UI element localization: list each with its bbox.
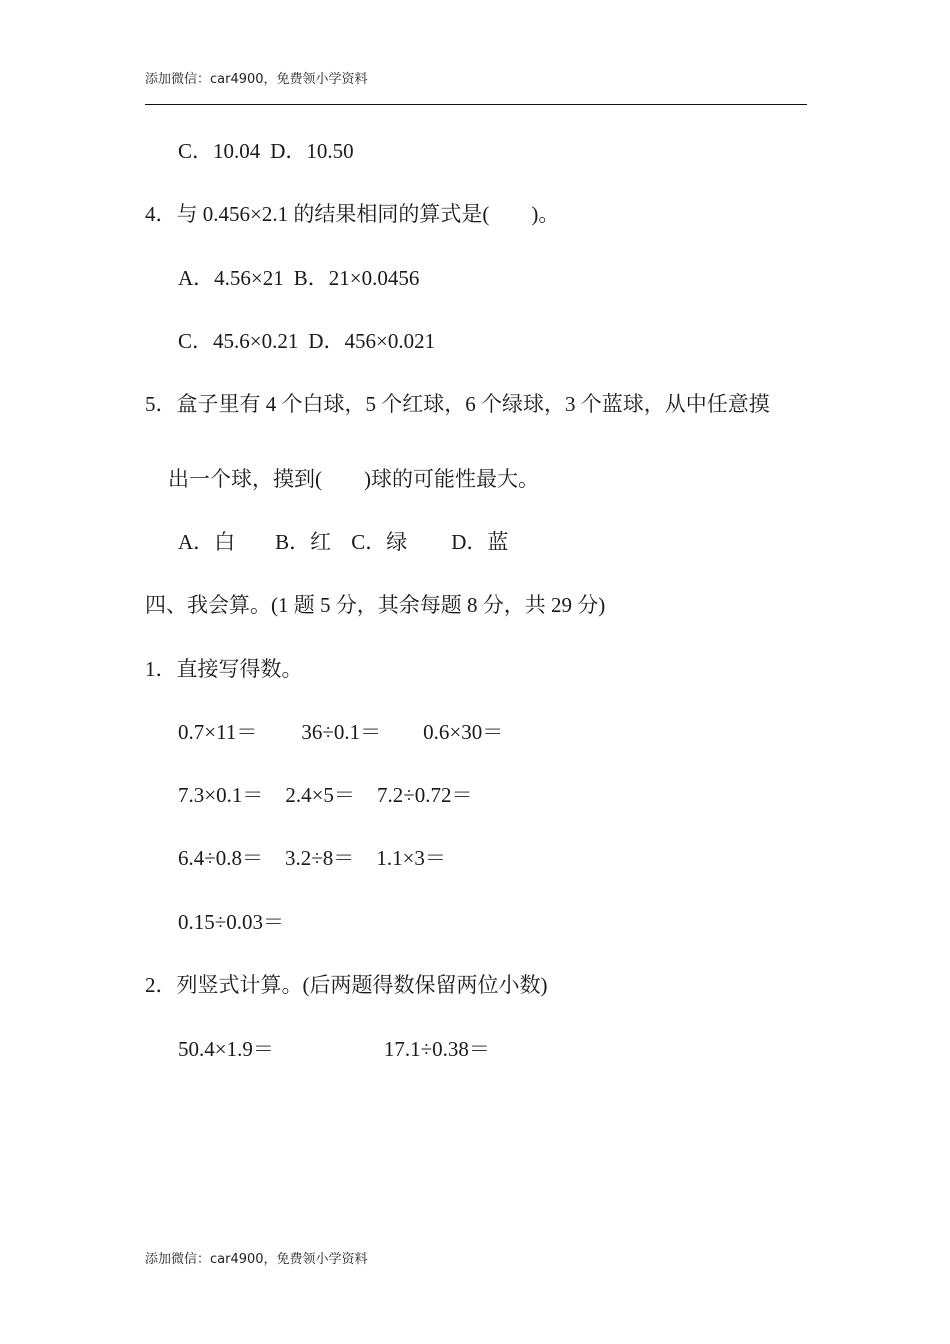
calc-item: 7.3×0.1＝ (178, 783, 264, 807)
calc-item: 3.2÷8＝ (285, 846, 355, 870)
q4-option-d: D．456×0.021 (308, 329, 436, 353)
calc-item: 50.4×1.9＝ (178, 1037, 274, 1061)
calc-item: 1.1×3＝ (376, 846, 446, 870)
calc-row-4 (178, 912, 284, 933)
q5-options (178, 532, 508, 553)
calc-item: 7.2÷0.72＝ (376, 783, 473, 807)
calc-item: 17.1÷0.38＝ (383, 1037, 490, 1061)
calc-item: 0.6×30＝ (423, 720, 504, 744)
q5-option-b: B．红 (275, 530, 332, 554)
calc-row-3 (178, 848, 446, 869)
q5-stem-line2: 出一个球，摸到( )球的可能性最大。 (168, 467, 539, 491)
calc-item: 0.7×11＝ (178, 720, 258, 744)
calc-item: 6.4÷0.8＝ (178, 846, 264, 870)
q5-stem-line1: 5．盒子里有 4 个白球，5 个红球，6 个绿球，3 个蓝球，从中任意摸 (145, 392, 770, 416)
calc-item: 2.4×5＝ (285, 783, 355, 807)
q4-option-b: B．21×0.0456 (293, 266, 420, 290)
header-divider (145, 104, 807, 105)
calc-item: 0.15÷0.03＝ (178, 910, 285, 934)
q4-option-c: C．45.6×0.21 (178, 329, 299, 353)
q5-option-d: D．蓝 (451, 530, 509, 554)
q4-stem: 4．与 0.456×2.1 的结果相同的算式是( )。 (145, 202, 560, 226)
q4-option-a: A．4.56×21 (178, 266, 284, 290)
vertical-calc-row-1 (178, 1039, 490, 1060)
q5-option-c: C．绿 (351, 530, 408, 554)
q3-option-d: D．10.50 (270, 139, 354, 163)
section4-title: 四、我会算。(1 题 5 分，其余每题 8 分，共 29 分) (145, 593, 606, 617)
q5-option-a: A．白 (178, 530, 236, 554)
q4-options-cd (178, 331, 435, 352)
q3-option-c: C．10.04 (178, 139, 261, 163)
page-footer: 添加微信：car4900，免费领小学资料 (145, 1252, 368, 1267)
q4-options-ab (178, 268, 419, 289)
page-header: 添加微信：car4900，免费领小学资料 (145, 72, 368, 87)
section4-q2-title: 2．列竖式计算。(后两题得数保留两位小数) (145, 973, 548, 997)
q3-options-cd (178, 141, 354, 162)
calc-row-2 (178, 785, 472, 806)
calc-item: 36÷0.1＝ (301, 720, 382, 744)
section4-q1-title: 1．直接写得数。 (145, 657, 303, 681)
calc-row-1 (178, 722, 503, 743)
